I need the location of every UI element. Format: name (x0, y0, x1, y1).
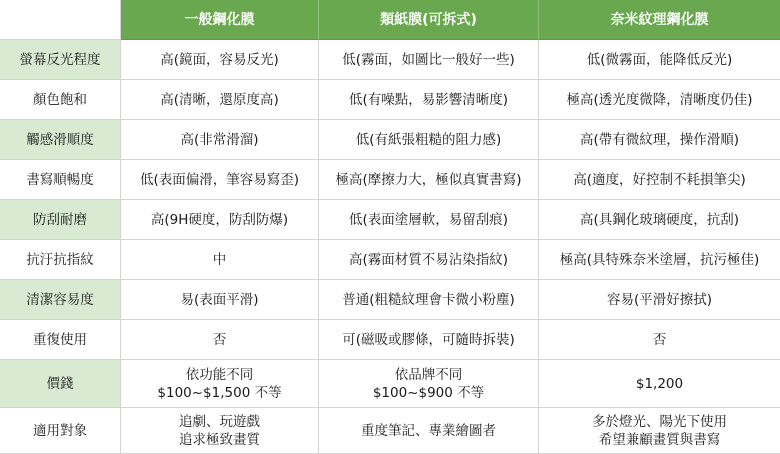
cell-text-line: 多於燈光、陽光下使用 (592, 413, 727, 430)
row-label: 抗汙抗指紋 (0, 240, 121, 280)
cell-text-line: 高(9H硬度，防刮防爆) (150, 211, 289, 228)
cell-text-line: 低(表面塗層軟，易留刮痕) (348, 211, 509, 228)
row-label: 重復使用 (0, 320, 121, 360)
cell-text-line: 低(霧面，如圖比一般好一些) (342, 51, 515, 68)
cell-text-line: 低(有噪點，易影響清晰度) (348, 91, 509, 108)
table-cell (319, 408, 539, 454)
cell-text-line: 低(有紙張粗糙的阻力感) (355, 131, 502, 148)
cell-text-line: 依品牌不同 (394, 366, 463, 383)
table-cell (121, 160, 319, 200)
row-label: 螢幕反光程度 (0, 40, 121, 80)
table-cell (319, 200, 539, 240)
table-cell (121, 200, 319, 240)
row-label: 價錢 (0, 360, 121, 408)
cell-text-line: 普通(粗糙紋理會卡微小粉塵) (342, 291, 515, 308)
table-cell (319, 120, 539, 160)
table-cell (121, 120, 319, 160)
table-cell (539, 120, 780, 160)
cell-text-line: 中 (212, 251, 227, 268)
row-label: 書寫順暢度 (0, 160, 121, 200)
table-cell (539, 240, 780, 280)
table-cell (121, 408, 319, 454)
cell-text-line: $1,200 (635, 375, 684, 392)
table-cell (539, 360, 780, 408)
table-cell (319, 280, 539, 320)
table-cell (121, 240, 319, 280)
cell-text-line: 高(具鋼化玻璃硬度，抗刮) (579, 211, 740, 228)
table-cell (539, 80, 780, 120)
table-cell (319, 360, 539, 408)
cell-text-line: 低(微霧面，能降低反光) (586, 51, 733, 68)
row-label: 防刮耐磨 (0, 200, 121, 240)
row-label: 顏色飽和 (0, 80, 121, 120)
table-cell (121, 40, 319, 80)
table-cell (539, 160, 780, 200)
cell-text-line: $100~$900 不等 (372, 384, 485, 401)
cell-text-line: 追劇、玩遊戲 (179, 413, 260, 430)
cell-text-line: 高(清晰，還原度高) (160, 91, 279, 108)
cell-text-line: $100~$1,500 不等 (157, 384, 282, 401)
table-cell (319, 80, 539, 120)
cell-text-line: 否 (212, 331, 227, 348)
cell-text-line: 希望兼顧畫質與書寫 (598, 431, 721, 448)
cell-text-line: 極高(摩擦力大，極似真實書寫) (335, 171, 522, 188)
cell-text-line: 極高(透光度微降，清晰度仍佳) (566, 91, 753, 108)
table-cell (121, 280, 319, 320)
table-cell (121, 320, 319, 360)
table-cell (121, 360, 319, 408)
column-header-paper-like: 類紙膜(可拆式) (319, 0, 539, 40)
cell-text-line: 高(霧面材質不易沾染指紋) (348, 251, 509, 268)
cell-text-line: 高(帶有微紋理，操作滑順) (579, 131, 740, 148)
table-corner (0, 0, 121, 40)
cell-text-line: 易(表面平滑) (180, 291, 259, 308)
cell-text-line: 可(磁吸或膠條，可隨時拆裝) (342, 331, 515, 348)
table-cell (539, 408, 780, 454)
table-cell (319, 40, 539, 80)
table-cell (319, 320, 539, 360)
cell-text-line: 追求極致畫質 (179, 431, 260, 448)
table-cell (539, 200, 780, 240)
cell-text-line: 高(非常滑溜) (180, 131, 259, 148)
cell-text-line: 高(鏡面，容易反光) (160, 51, 279, 68)
cell-text-line: 否 (652, 331, 667, 348)
cell-text-line: 重度筆記、專業繪圖者 (361, 422, 496, 439)
table-cell (539, 40, 780, 80)
table-cell (319, 160, 539, 200)
cell-text-line: 極高(具特殊奈米塗層，抗污極佳) (559, 251, 760, 268)
row-label: 適用對象 (0, 408, 121, 454)
row-label: 觸感滑順度 (0, 120, 121, 160)
cell-text-line: 容易(平滑好擦拭) (606, 291, 713, 308)
cell-text-line: 依功能不同 (185, 366, 254, 383)
column-header-nano-texture: 奈米紋理鋼化膜 (539, 0, 780, 40)
row-label: 清潔容易度 (0, 280, 121, 320)
table-cell (121, 80, 319, 120)
column-header-general-tempered: 一般鋼化膜 (121, 0, 319, 40)
table-cell (319, 240, 539, 280)
table-cell (539, 280, 780, 320)
cell-text-line: 低(表面偏滑，筆容易寫歪) (139, 171, 300, 188)
table-cell (539, 320, 780, 360)
cell-text-line: 高(適度，好控制不耗損筆尖) (573, 171, 746, 188)
